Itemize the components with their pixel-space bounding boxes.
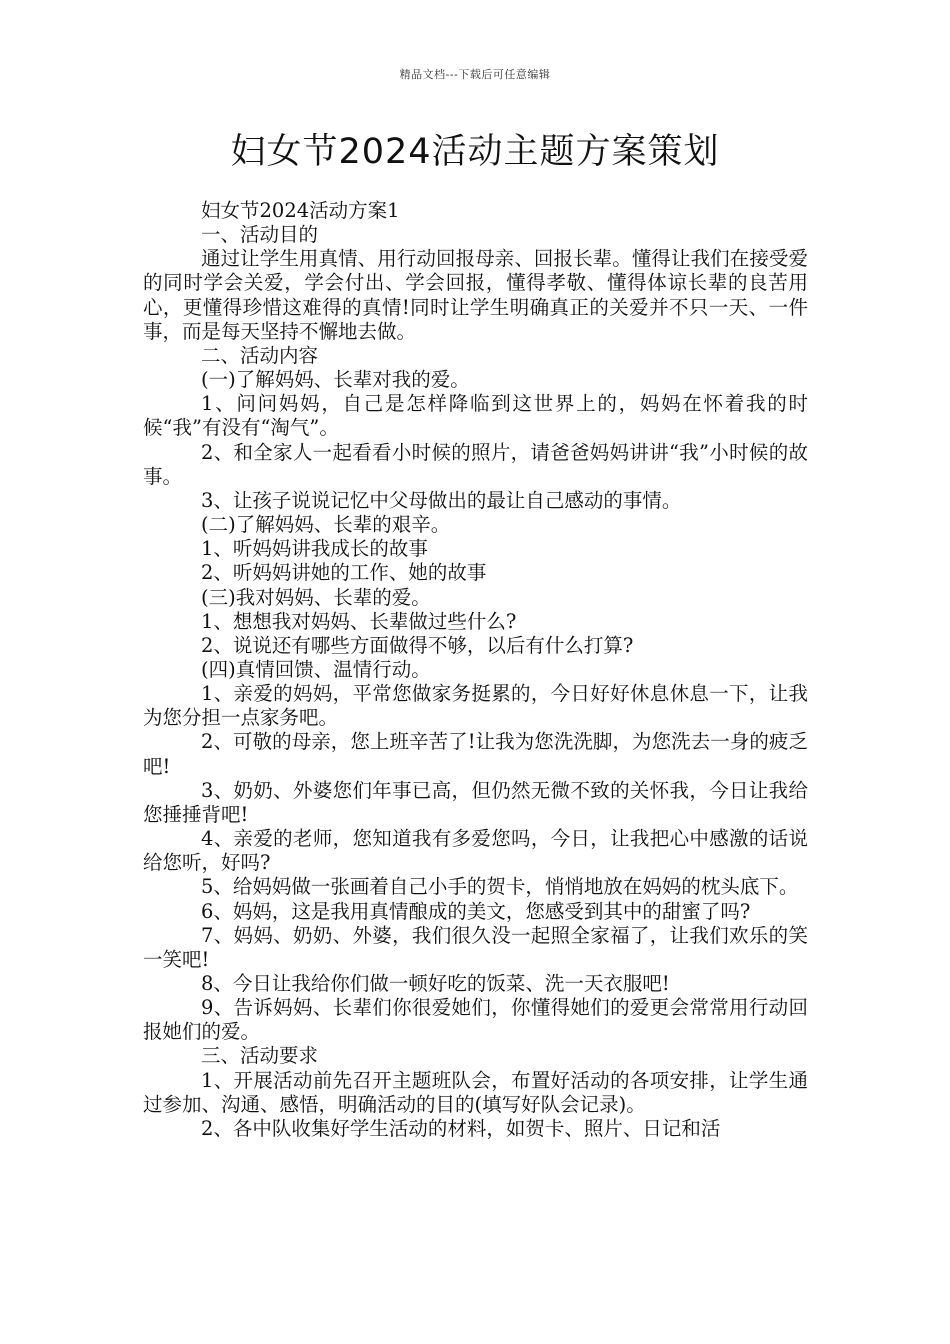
paragraph: 一、活动目的 <box>201 223 319 247</box>
paragraph: 2、说说还有哪些方面做得不够，以后有什么打算? <box>201 633 634 657</box>
paragraph: 1、问问妈妈，自己是怎样降临到这世界上的，妈妈在怀着我的时候“我”有没有“淘气”。 <box>143 392 808 440</box>
paragraph: 5、给妈妈做一张画着自己小手的贺卡，悄悄地放在妈妈的枕头底下。 <box>201 875 799 899</box>
paragraph: 7、妈妈、奶奶、外婆，我们很久没一起照全家福了，让我们欢乐的笑一笑吧! <box>143 923 808 971</box>
paragraph: 3、奶奶、外婆您们年事已高，但仍然无微不致的关怀我，今日让我给您捶捶背吧! <box>143 778 808 826</box>
paragraph: 妇女节2024活动方案1 <box>201 199 400 222</box>
paragraph: (二)了解妈妈、长辈的艰辛。 <box>201 513 451 537</box>
paragraph: 2、可敬的母亲，您上班辛苦了!让我为您洗洗脚，为您洗去一身的疲乏吧! <box>143 730 808 778</box>
document-title: 妇女节2024活动主题方案策划 <box>230 132 720 172</box>
paragraph: 8、今日让我给你们做一顿好吃的饭菜、洗一天衣服吧! <box>201 972 670 995</box>
paragraph: 通过让学生用真情、用行动回报母亲、回报长辈。懂得让我们在接受爱的同时学会关爱，学会付出、学会回报，懂得孝敬、懂得体谅长辈的良苦用心，更懂得珍惜这难得的真情!同时让学生明确真正的关爱并不只一天、一件事，而是每天坚持不懈地去做。 <box>143 247 808 343</box>
paragraph: 3、让孩子说说记忆中父母做出的最让自己感动的事情。 <box>201 488 682 512</box>
paragraph: 2、听妈妈讲她的工作、她的故事 <box>201 561 487 585</box>
paragraph: 二、活动内容 <box>201 343 319 367</box>
paragraph: 三、活动要求 <box>201 1044 319 1068</box>
paragraph: (三)我对妈妈、长辈的爱。 <box>201 585 431 609</box>
paragraph: 2、各中队收集好学生活动的材料，如贺卡、照片、日记和活 <box>201 1116 721 1140</box>
paragraph: 4、亲爱的老师，您知道我有多爱您吗，今日，让我把心中感激的话说给您听，好吗? <box>143 827 808 875</box>
paragraph: 1、想想我对妈妈、长辈做过些什么? <box>201 609 517 633</box>
document-body <box>143 199 808 1141</box>
paragraph: 6、妈妈，这是我用真情酿成的美文，您感受到其中的甜蜜了吗? <box>201 899 751 923</box>
paragraph: 9、告诉妈妈、长辈们你很爱她们，你懂得她们的爱更会常常用行动回报她们的爱。 <box>143 996 808 1044</box>
paragraph: 1、听妈妈讲我成长的故事 <box>201 537 428 561</box>
paragraph: 2、和全家人一起看看小时候的照片，请爸爸妈妈讲讲“我”小时候的故事。 <box>143 440 808 488</box>
paragraph: 1、开展活动前先召开主题班队会，布置好活动的各项安排，让学生通过参加、沟通、感悟，明确活动的目的(填写好队会记录)。 <box>143 1068 808 1116</box>
paragraph: (四)真情回馈、温情行动。 <box>201 657 431 681</box>
paragraph: 1、亲爱的妈妈，平常您做家务挺累的，今日好好休息休息一下，让我为您分担一点家务吧。 <box>143 682 808 730</box>
paragraph: (一)了解妈妈、长辈对我的爱。 <box>201 368 470 392</box>
header-note: 精品文档---下载后可任意编辑 <box>399 68 551 81</box>
